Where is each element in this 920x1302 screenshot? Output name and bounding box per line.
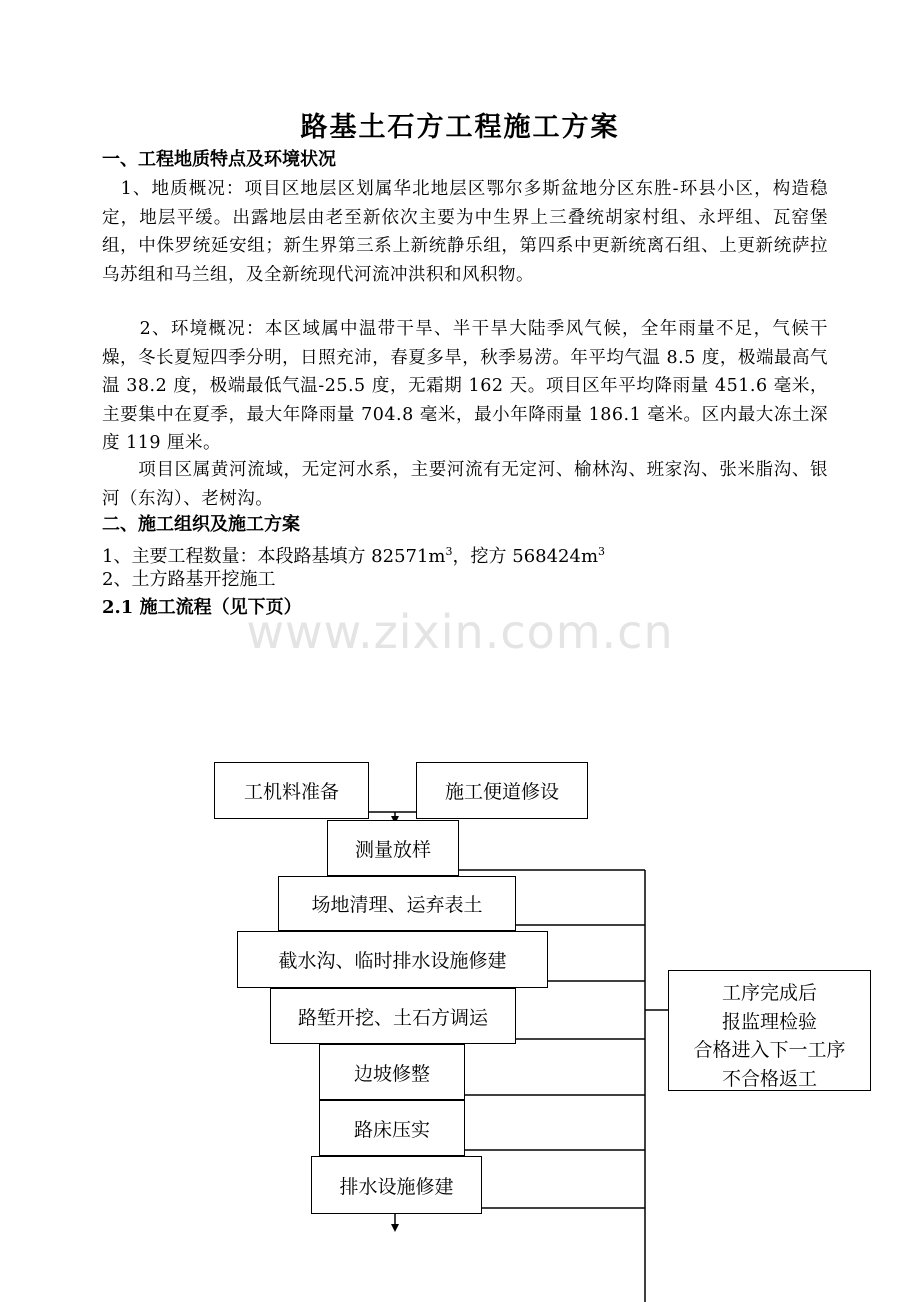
fill-unit-superscript: 3 bbox=[445, 545, 453, 558]
step-slope-trimming-label: 边坡修整 bbox=[353, 1062, 430, 1085]
step-drainage-construction bbox=[311, 1156, 482, 1214]
step-survey bbox=[327, 820, 459, 876]
step-drainage-ditch bbox=[237, 931, 548, 988]
step-drainage-construction-label: 排水设施修建 bbox=[339, 1175, 454, 1198]
cut-quantity: ，挖方 568424m bbox=[452, 546, 599, 567]
step-materials-prep bbox=[214, 762, 369, 819]
step-compaction-label: 路床压实 bbox=[353, 1118, 430, 1141]
step-access-road bbox=[416, 762, 588, 819]
inspection-note-line: 不合格返工 bbox=[721, 1067, 817, 1090]
step-access-road-label: 施工便道修设 bbox=[444, 781, 559, 803]
step-materials-prep-label: 工机料准备 bbox=[243, 781, 339, 803]
section-heading-construction: 二、施工组织及施工方案 bbox=[102, 514, 300, 535]
step-excavation-label: 路堑开挖、土石方调运 bbox=[297, 1006, 488, 1029]
inspection-note-box bbox=[668, 970, 871, 1091]
inspection-note-line: 报监理检验 bbox=[721, 1010, 817, 1033]
step-slope-trimming bbox=[319, 1044, 465, 1100]
paragraph-rivers: 项目区属黄河流域，无定河水系，主要河流有无定河、榆林沟、班家沟、张米脂沟、银河（东沟）、老树沟。 bbox=[102, 460, 828, 509]
paragraph-environment: 2、环境概况：本区域属中温带干旱、半干旱大陆季风气候，全年雨量不足，气候干燥，冬长夏短四季分明，日照充沛，春夏多旱，秋季易涝。年平均气温 8.5 度，极端最高气温 38.2 度，极端最低气温-25.5 度，无霜期 162 天。项目区年平均降雨量 451.6 毫米，主要集中在夏季，最大年降雨量 704.8 毫米，最小年降雨量 186.1 毫米。区内最大冻土深度 119 厘米。 bbox=[102, 319, 828, 454]
document-title: 路基土石方工程施工方案 bbox=[300, 112, 620, 143]
watermark: www.zixin.com.cn bbox=[246, 605, 674, 659]
fill-quantity: 1、主要工程数量：本段路基填方 82571m bbox=[102, 546, 446, 567]
step-site-clearing bbox=[278, 876, 516, 931]
section-heading-geology: 一、工程地质特点及环境状况 bbox=[102, 149, 336, 170]
excavation-label: 2、土方路基开挖施工 bbox=[102, 569, 276, 590]
step-site-clearing-label: 场地清理、运弃表土 bbox=[311, 894, 483, 916]
step-compaction bbox=[319, 1100, 465, 1156]
process-heading: 2.1 施工流程（见下页） bbox=[102, 597, 302, 618]
inspection-note-line: 合格进入下一工序 bbox=[693, 1039, 846, 1061]
inspection-note-line: 工序完成后 bbox=[721, 982, 817, 1004]
step-survey-label: 测量放样 bbox=[354, 838, 431, 861]
cut-unit-superscript: 3 bbox=[598, 545, 606, 558]
step-excavation bbox=[270, 988, 516, 1044]
paragraph-geology: 1、地质概况：项目区地层区划属华北地层区鄂尔多斯盆地分区东胜-环县小区，构造稳定，地层平缓。出露地层由老至新依次主要为中生界上三叠统胡家村组、永坪组、瓦窑堡组，中侏罗统延安组；新生界第三系上新统静乐组，第四系中更新统离石组、上更新统萨拉乌苏组和马兰组，及全新统现代河流冲洪积和风积物。 bbox=[102, 179, 828, 285]
step-drainage-ditch-label: 截水沟、临时排水设施修建 bbox=[278, 950, 507, 972]
